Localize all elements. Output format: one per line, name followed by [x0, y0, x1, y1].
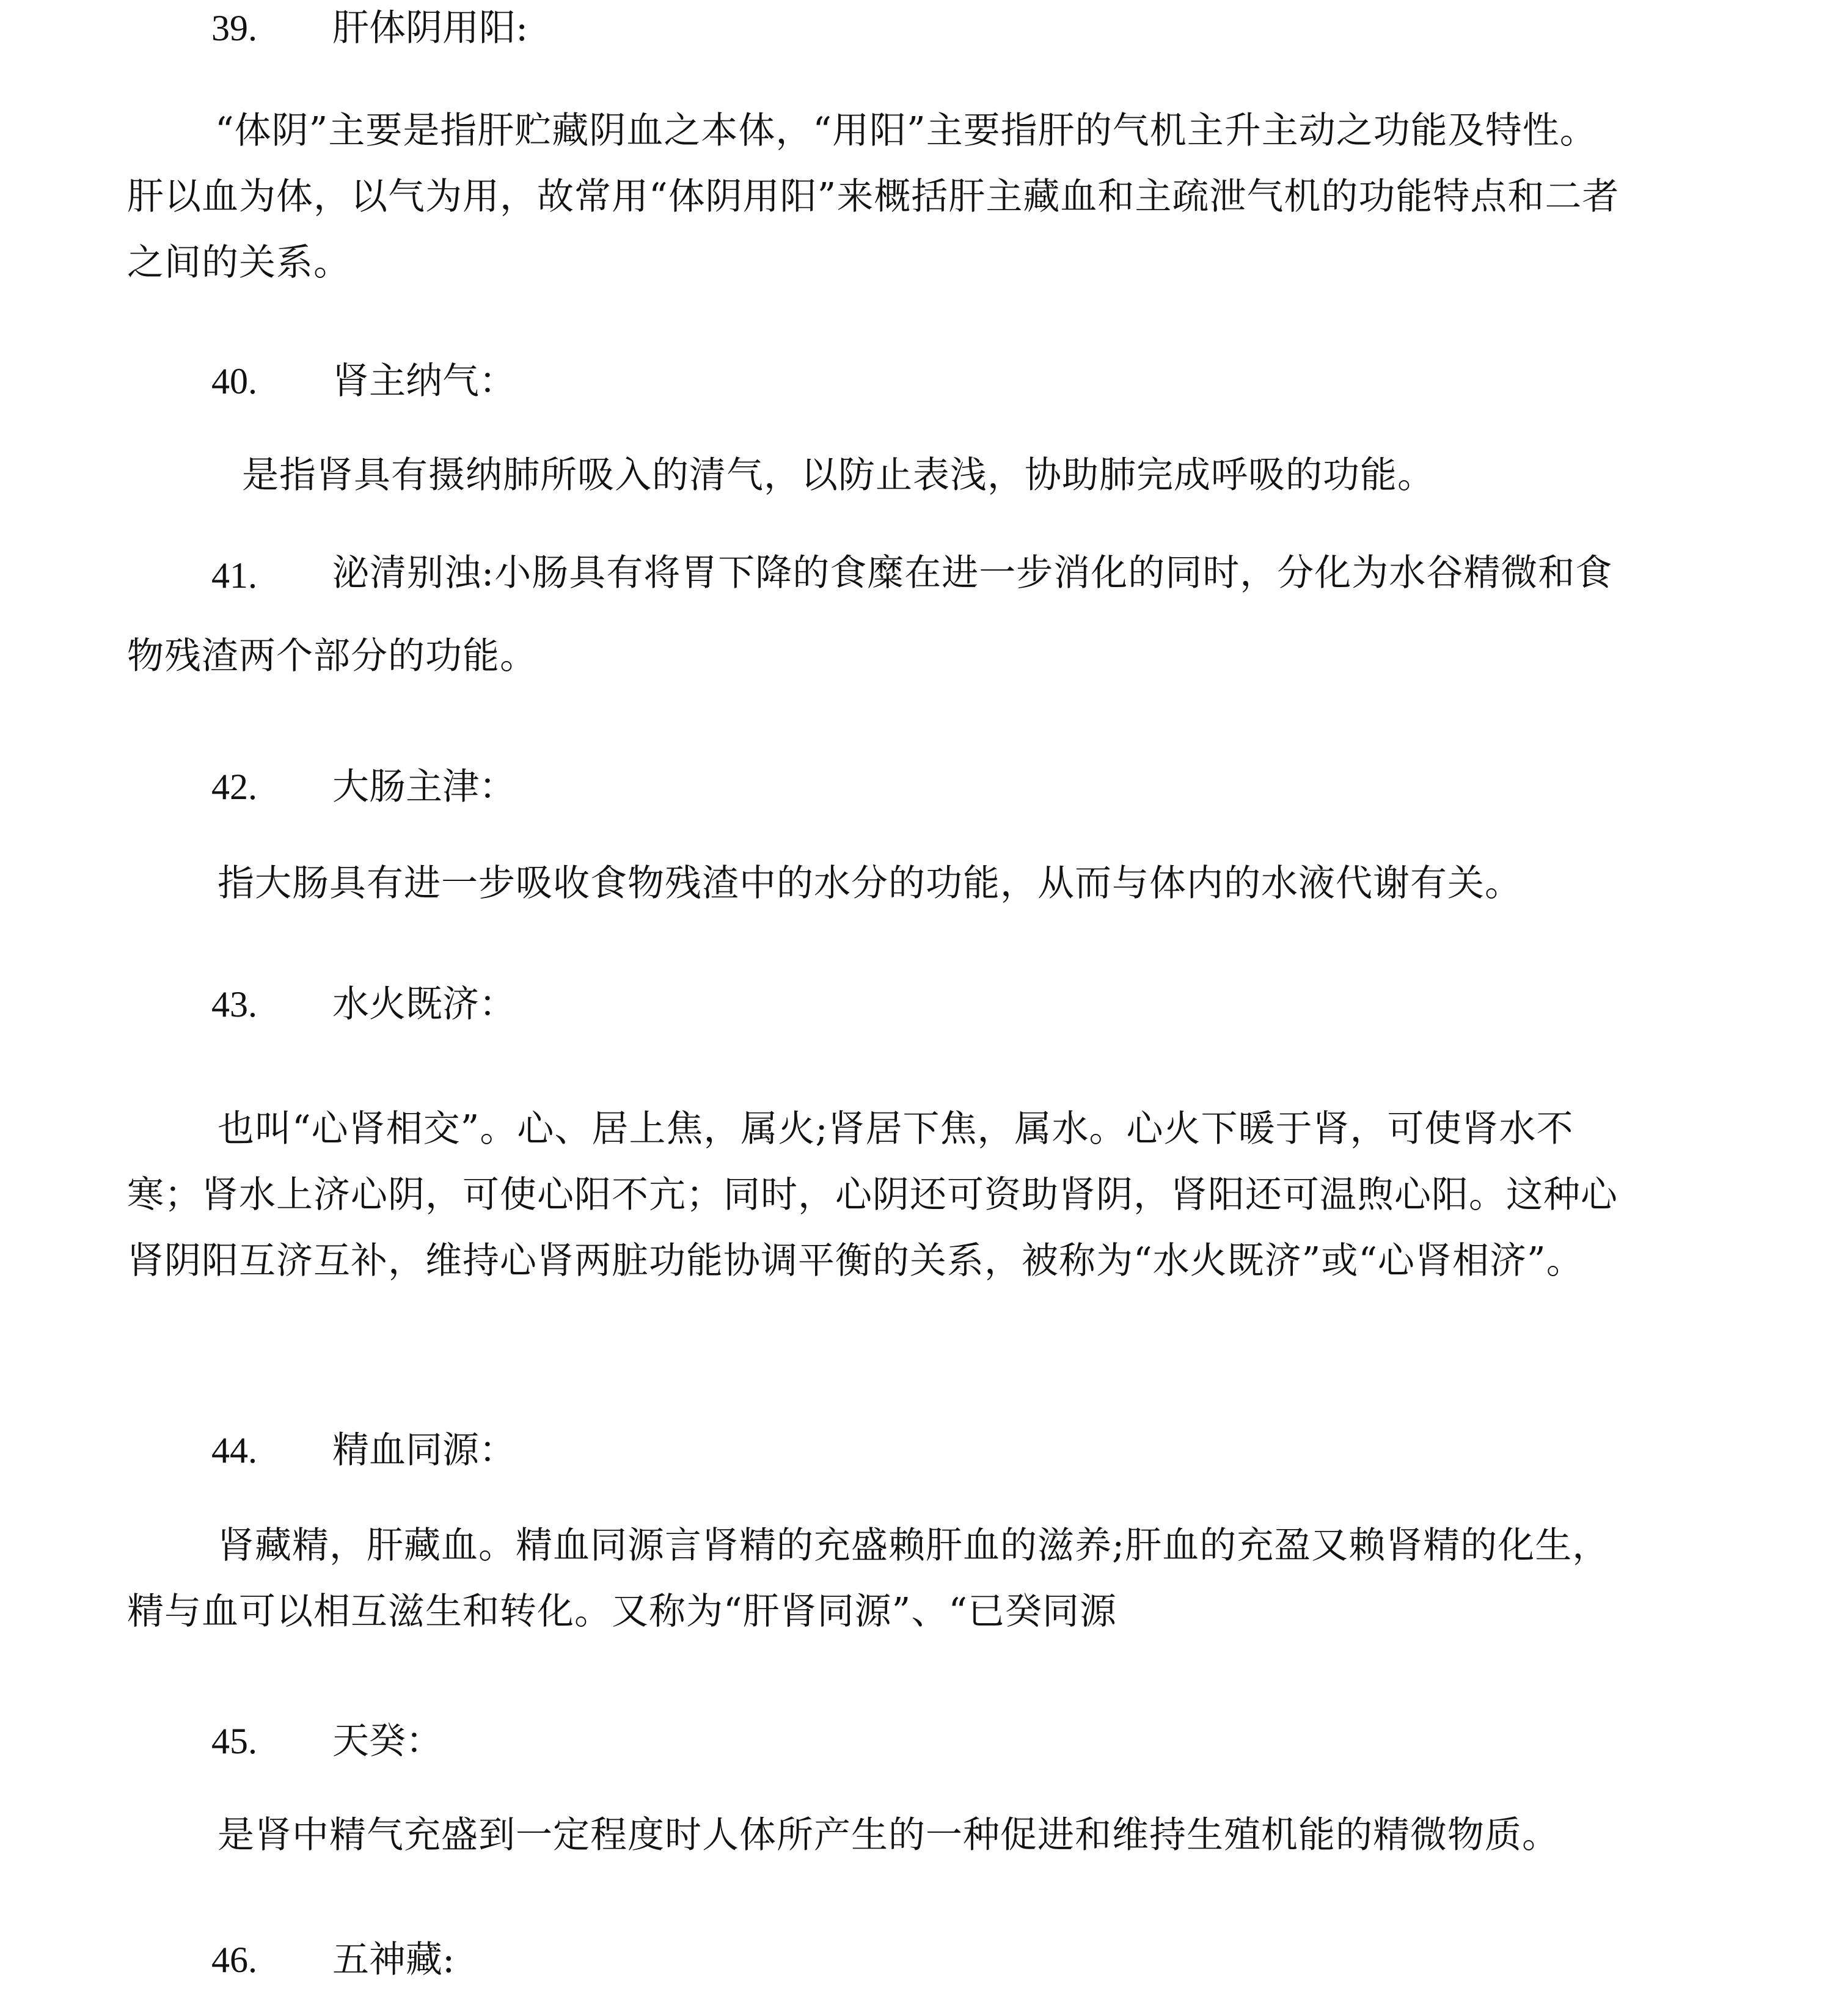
term-title: 五神藏:	[332, 1938, 455, 1981]
term-number: 46.	[211, 1940, 257, 1980]
term-number: 40.	[211, 361, 257, 401]
term-title: 肝体阴用阳:	[332, 7, 528, 49]
term-number: 42.	[211, 767, 257, 807]
term-title: 泌清别浊:	[332, 552, 495, 594]
term-title: 水火既济：	[332, 983, 516, 1026]
term-number: 39.	[211, 8, 257, 48]
term-title: 精血同源：	[332, 1429, 516, 1472]
term-number: 41.	[211, 555, 257, 596]
term-definition-40: 是指肾具有摄纳肺所吸入的清气，以防止表浅，协助肺完成呼吸的功能。	[242, 454, 1435, 497]
term-definition-41	[127, 531, 1630, 698]
term-title: 肾主纳气：	[332, 360, 516, 403]
term-number: 45.	[211, 1721, 257, 1761]
term-definition-45: 是肾中精气充盛到一定程度时人体所产生的一种促进和维持生殖机能的精微物质。	[218, 1814, 1559, 1857]
term-definition-43: 也叫“心肾相交”。心、居上焦，属火;肾居下焦，属水。心火下暖于肾，可使肾水不寒；肾水上济心阴，可使心阳不亢；同时，心阴还可资助肾阴，肾阳还可温煦心阳。这种心肾阴阳互济互补，维持心肾两脏功能协调平衡的关系，被称为“水火既济”或“心肾相济”。	[127, 1108, 1618, 1282]
term-title: 大肠主津：	[332, 765, 516, 808]
term-definition-42: 指大肠具有进一步吸收食物残渣中的水分的功能，从而与体内的水液代谢有关。	[218, 862, 1522, 905]
term-definition-text: 小肠具有将胃下降的食糜在进一步消化的同时，分化为水谷精微和食物残渣两个部分的功能。	[127, 552, 1613, 677]
term-number: 43.	[211, 984, 257, 1024]
term-definition-39: “体阴”主要是指肝贮藏阴血之本体，“用阳”主要指肝的气机主升主动之功能及特性。肝以血为体，以气为用，故常用“体阴用阳”来概括肝主藏血和主疏泄气机的功能特点和二者之间的关系。	[127, 109, 1620, 284]
term-definition-44: 肾藏精，肝藏血。精血同源言肾精的充盛赖肝血的滋养;肝血的充盈又赖肾精的化生，精与血可以相互滋生和转化。又称为“肝肾同源”、“已癸同源	[127, 1524, 1610, 1633]
term-title: 天癸：	[332, 1720, 442, 1762]
term-number: 44.	[211, 1430, 257, 1470]
